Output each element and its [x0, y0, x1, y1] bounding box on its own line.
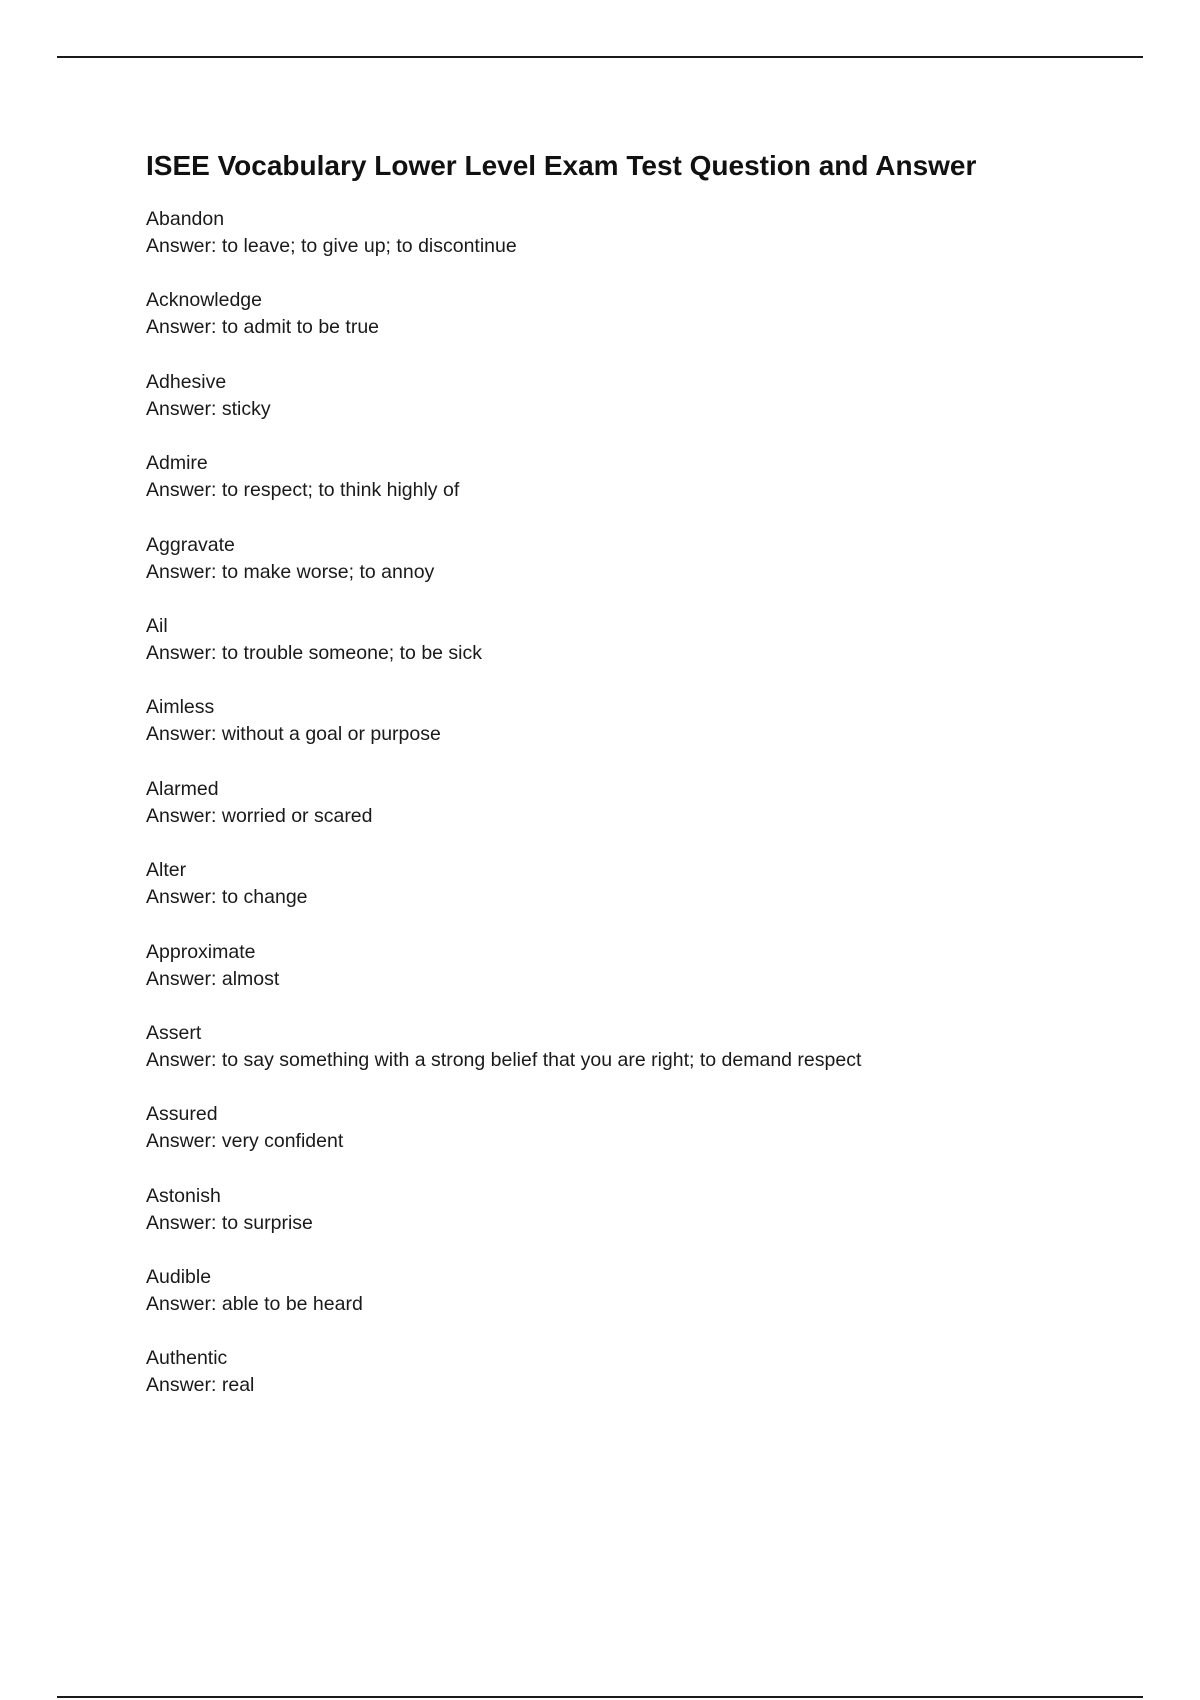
vocabulary-entry: [146, 857, 1106, 938]
footer-rule: [57, 1696, 1143, 1698]
vocabulary-entry: [146, 1264, 1106, 1345]
vocabulary-entry: [146, 287, 1106, 368]
entry-term: Alarmed: [146, 777, 219, 800]
entry-term: Astonish: [146, 1184, 221, 1207]
vocabulary-entry: [146, 939, 1106, 1020]
document-body: [146, 146, 1106, 1427]
entry-term: Assured: [146, 1103, 218, 1126]
entry-answer: Answer: to admit to be true: [146, 316, 380, 339]
vocabulary-entry: [146, 369, 1106, 450]
entry-term: Adhesive: [146, 370, 227, 393]
entry-term: Audible: [146, 1266, 212, 1289]
entry-term: Acknowledge: [146, 289, 262, 312]
entry-answer: Answer: to surprise: [146, 1211, 313, 1234]
vocabulary-entry: [146, 1345, 1106, 1426]
header-rule: [57, 56, 1143, 58]
entry-term: Aggravate: [146, 533, 235, 556]
document-title: ISEE Vocabulary Lower Level Exam Test Question and Answer: [146, 150, 977, 181]
vocabulary-list: [146, 206, 1106, 1427]
entry-term: Assert: [146, 1021, 202, 1044]
entry-answer: Answer: without a goal or purpose: [146, 723, 441, 746]
entry-term: Approximate: [146, 940, 256, 963]
vocabulary-entry: [146, 206, 1106, 287]
entry-answer: Answer: to say something with a strong belief that you are right; to demand respect: [146, 1048, 862, 1071]
vocabulary-entry: [146, 694, 1106, 775]
entry-term: Ail: [146, 614, 168, 637]
entry-term: Aimless: [146, 696, 215, 719]
entry-term: Admire: [146, 452, 208, 475]
entry-answer: Answer: real: [146, 1374, 255, 1397]
entry-answer: Answer: to trouble someone; to be sick: [146, 641, 483, 664]
vocabulary-entry: [146, 1101, 1106, 1182]
entry-answer: Answer: able to be heard: [146, 1293, 363, 1316]
entry-term: Alter: [146, 859, 187, 882]
entry-term: Abandon: [146, 208, 225, 230]
entry-answer: Answer: to change: [146, 886, 308, 909]
vocabulary-entry: [146, 613, 1106, 694]
entry-answer: Answer: to make worse; to annoy: [146, 560, 435, 583]
entry-answer: Answer: sticky: [146, 397, 271, 420]
entry-answer: Answer: very confident: [146, 1130, 344, 1153]
vocabulary-entry: [146, 776, 1106, 857]
entry-term: Authentic: [146, 1347, 228, 1370]
entry-answer: Answer: almost: [146, 967, 280, 990]
vocabulary-entry: [146, 1020, 1106, 1101]
vocabulary-entry: [146, 450, 1106, 531]
entry-answer: Answer: worried or scared: [146, 804, 373, 827]
entry-answer: Answer: to respect; to think highly of: [146, 479, 460, 502]
vocabulary-entry: [146, 532, 1106, 613]
vocabulary-entry: [146, 1183, 1106, 1264]
entry-answer: Answer: to leave; to give up; to discontinue: [146, 235, 517, 257]
